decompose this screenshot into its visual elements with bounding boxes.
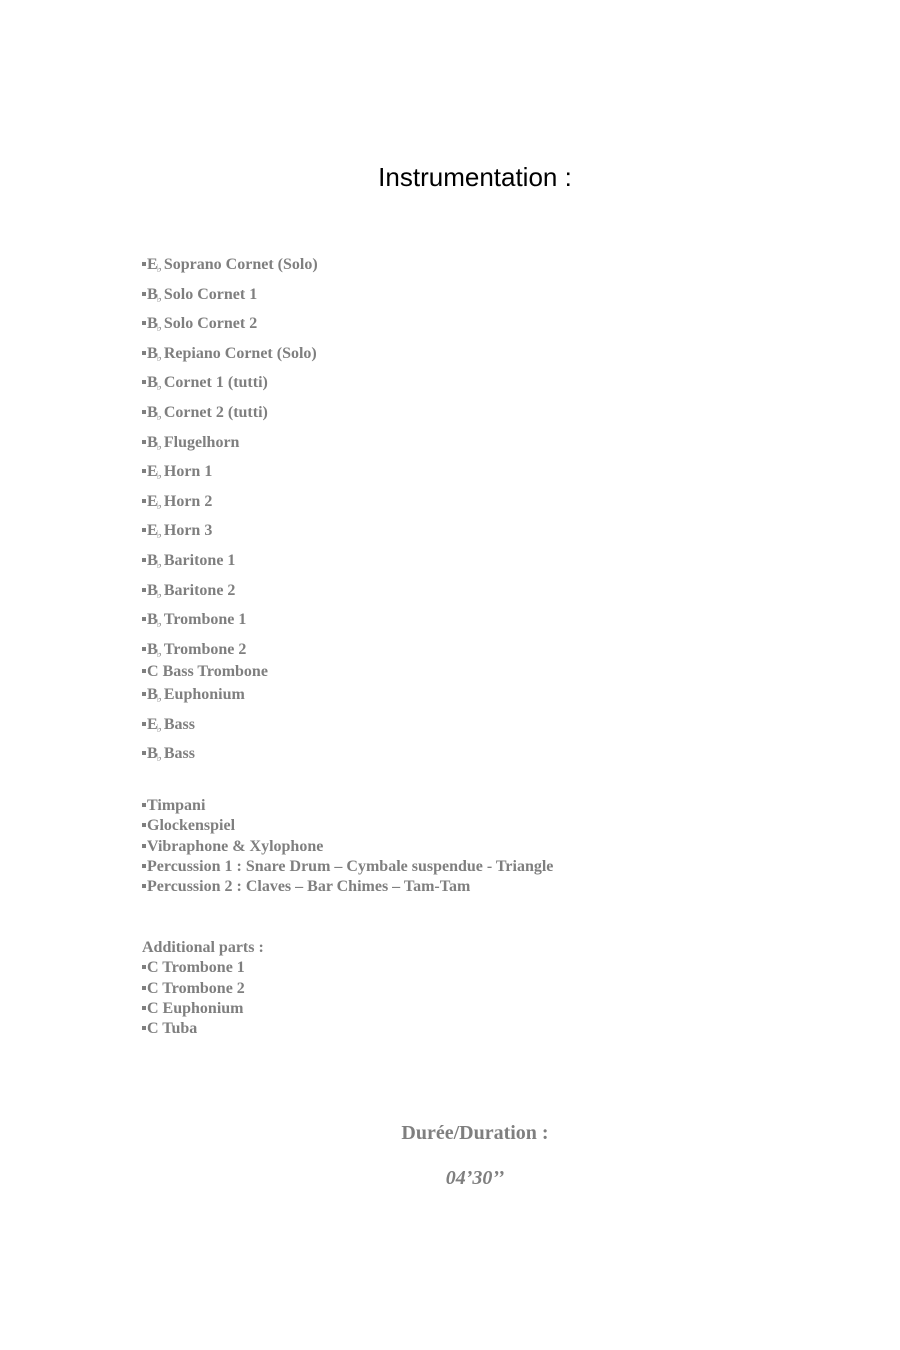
bullet-icon	[142, 321, 146, 325]
additional-part-item: C Trombone 2	[142, 979, 264, 999]
instrument-item: C Bass Trombone	[142, 662, 318, 685]
bullet-icon	[142, 823, 146, 827]
flat-sign-icon: ♭	[156, 646, 162, 660]
flat-sign-icon: ♭	[156, 291, 162, 305]
flat-sign-icon: ♭	[156, 691, 162, 705]
instrument-item: B♭ Repiano Cornet (Solo)	[142, 344, 318, 374]
bullet-icon	[142, 410, 146, 414]
instrument-item: B♭ Solo Cornet 1	[142, 285, 318, 315]
instrument-item: B♭ Cornet 2 (tutti)	[142, 403, 318, 433]
flat-sign-icon: ♭	[156, 350, 162, 364]
bullet-icon	[142, 722, 146, 726]
bullet-icon	[142, 647, 146, 651]
duration-value: 04’30’’	[445, 1167, 505, 1189]
bullet-icon	[142, 803, 146, 807]
bullet-icon	[142, 692, 146, 696]
bullet-icon	[142, 617, 146, 621]
bullet-icon	[142, 469, 146, 473]
additional-part-item: C Euphonium	[142, 999, 264, 1019]
instrument-item: B♭ Baritone 2	[142, 581, 318, 611]
bullet-icon	[142, 844, 146, 848]
instrument-item: B♭ Solo Cornet 2	[142, 314, 318, 344]
instrument-item: B♭ Trombone 2	[142, 640, 318, 663]
instrument-item: E♭ Horn 3	[142, 521, 318, 551]
flat-sign-icon: ♭	[156, 751, 162, 765]
brass-instrument-list	[142, 255, 318, 774]
bullet-icon	[142, 558, 146, 562]
flat-sign-icon: ♭	[156, 380, 162, 394]
instrument-item: B♭ Trombone 1	[142, 610, 318, 640]
instrument-item: B♭ Euphonium	[142, 685, 318, 715]
additional-part-item: C Trombone 1	[142, 958, 264, 978]
bullet-icon	[142, 292, 146, 296]
instrument-item: E♭ Bass	[142, 715, 318, 745]
instrument-item: B♭ Cornet 1 (tutti)	[142, 373, 318, 403]
flat-sign-icon: ♭	[156, 721, 162, 735]
bullet-icon	[142, 499, 146, 503]
bullet-icon	[142, 1006, 146, 1010]
flat-sign-icon: ♭	[156, 557, 162, 571]
page-title: Instrumentation :	[378, 162, 572, 192]
instrument-item: E♭ Horn 2	[142, 492, 318, 522]
bullet-icon	[142, 588, 146, 592]
percussion-list	[142, 796, 553, 897]
bullet-icon	[142, 380, 146, 384]
instrument-item: E♭ Soprano Cornet (Solo)	[142, 255, 318, 285]
bullet-icon	[142, 864, 146, 868]
flat-sign-icon: ♭	[156, 409, 162, 423]
instrument-item: B♭ Flugelhorn	[142, 433, 318, 463]
duration-label: Durée/Duration :	[401, 1122, 549, 1144]
bullet-icon	[142, 528, 146, 532]
bullet-icon	[142, 440, 146, 444]
percussion-item: Glockenspiel	[142, 816, 553, 836]
flat-sign-icon: ♭	[156, 498, 162, 512]
bullet-icon	[142, 986, 146, 990]
flat-sign-icon: ♭	[156, 469, 162, 483]
instrument-item: B♭ Baritone 1	[142, 551, 318, 581]
percussion-item: Timpani	[142, 796, 553, 816]
additional-parts-list	[142, 938, 264, 1039]
bullet-icon	[142, 262, 146, 266]
percussion-item: Percussion 2 : Claves – Bar Chimes – Tam-Tam	[142, 877, 553, 897]
bullet-icon	[142, 884, 146, 888]
percussion-item: Vibraphone & Xylophone	[142, 837, 553, 857]
percussion-item: Percussion 1 : Snare Drum – Cymbale suspendue - Triangle	[142, 857, 553, 877]
bullet-icon	[142, 965, 146, 969]
additional-part-item: C Tuba	[142, 1019, 264, 1039]
instrument-item: B♭ Bass	[142, 744, 318, 774]
bullet-icon	[142, 1026, 146, 1030]
flat-sign-icon: ♭	[156, 617, 162, 631]
flat-sign-icon: ♭	[156, 262, 162, 275]
flat-sign-icon: ♭	[156, 439, 162, 453]
flat-sign-icon: ♭	[156, 321, 162, 335]
bullet-icon	[142, 351, 146, 355]
bullet-icon	[142, 669, 146, 673]
flat-sign-icon: ♭	[156, 587, 162, 601]
bullet-icon	[142, 751, 146, 755]
flat-sign-icon: ♭	[156, 528, 162, 542]
instrument-item: E♭ Horn 1	[142, 462, 318, 492]
additional-parts-heading: Additional parts :	[142, 939, 264, 956]
